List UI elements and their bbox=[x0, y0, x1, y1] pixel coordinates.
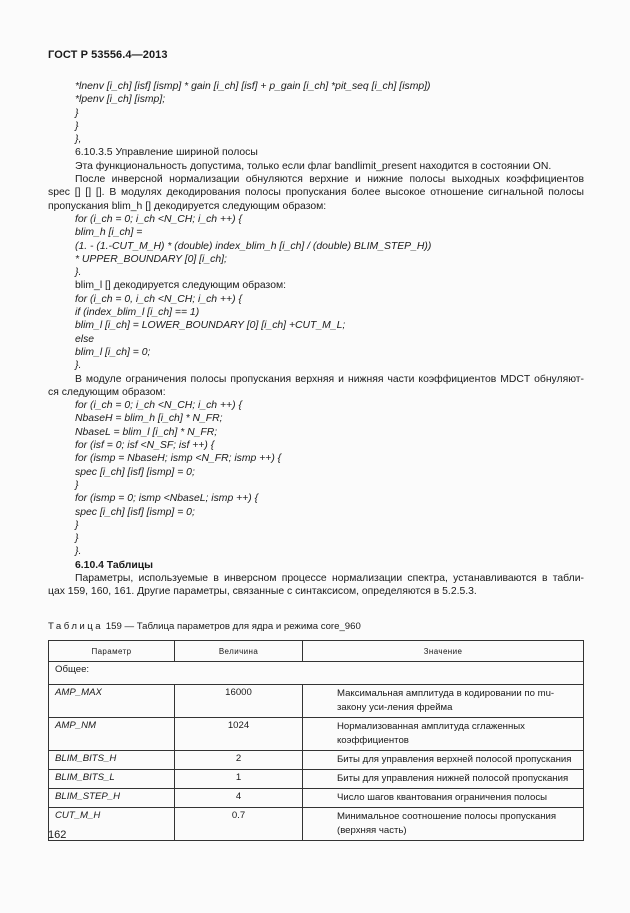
description-cell: Число шагов квантования ограничения полосы bbox=[303, 789, 584, 808]
body-text bbox=[48, 80, 584, 599]
text-line: blim_h [i_ch] = bbox=[75, 227, 143, 239]
value-cell: 1 bbox=[175, 770, 303, 789]
param-cell: BLIM_STEP_H bbox=[49, 789, 175, 808]
text-line: } bbox=[75, 533, 79, 545]
text-line: цах 159, 160, 161. Другие параметры, связанные с синтаксисом, определяются в 5.2.5.3. bbox=[48, 586, 477, 598]
value-cell: 0.7 bbox=[175, 808, 303, 841]
table-row bbox=[49, 770, 584, 789]
table-header-row bbox=[49, 641, 584, 662]
text-line: else bbox=[75, 333, 95, 345]
value-cell: 16000 bbox=[175, 685, 303, 718]
description-cell: Минимальное соотношение полосы пропускания (верхняя часть) bbox=[303, 808, 584, 841]
description-cell: Максимальная амплитуда в кодировании по mu-закону уси-ления фрейма bbox=[303, 685, 584, 718]
text-line: В модуле ограничения полосы пропускания верхняя и нижняя части коэффициентов MDCT обнуляют- bbox=[75, 373, 584, 385]
parameters-table bbox=[48, 640, 584, 841]
text-line: if (index_blim_l [i_ch] == 1) bbox=[75, 307, 200, 319]
text-line: пропускания blim_h [] декодируется следующим образом: bbox=[48, 200, 327, 212]
param-cell: BLIM_BITS_H bbox=[49, 751, 175, 770]
text-line: for (i_ch = 0; i_ch <N_CH; i_ch ++) { bbox=[75, 213, 242, 225]
text-line: for (i_ch = 0, i_ch <N_CH; i_ch ++) { bbox=[75, 293, 242, 305]
description-cell: Биты для управления верхней полосой пропускания bbox=[303, 751, 584, 770]
text-line: for (ismp = 0; ismp <NbaseL; ismp ++) { bbox=[75, 493, 259, 505]
text-line: После инверсной нормализации обнуляются верхние и нижние полосы выходных коэффициентов bbox=[75, 174, 584, 186]
description-cell: Нормализованная амплитуда сглаженных коэффициентов bbox=[303, 718, 584, 751]
text-line: }. bbox=[75, 360, 82, 372]
text-line: spec [i_ch] [isf] [ismp] = 0; bbox=[75, 466, 195, 478]
table-row bbox=[49, 789, 584, 808]
text-line: blim_l [] декодируется следующим образом: bbox=[75, 280, 287, 292]
text-line: ся следующим образом: bbox=[48, 386, 166, 398]
table-row bbox=[49, 751, 584, 770]
text-line: *lnenv [i_ch] [isf] [ismp] * gain [i_ch] [isf] + p_gain [i_ch] *pit_seq [i_ch] [ismp]) bbox=[75, 81, 431, 92]
text-line: 6.10.4 Таблицы bbox=[75, 559, 154, 571]
param-cell: AMP_NM bbox=[49, 718, 175, 751]
table-row bbox=[49, 718, 584, 751]
text-line: spec [i_ch] [isf] [ismp] = 0; bbox=[75, 506, 195, 518]
text-line: 6.10.3.5 Управление шириной полосы bbox=[75, 147, 258, 159]
text-line: (1. - (1.-CUT_M_H) * (double) index_blim_h [i_ch] / (double) BLIM_STEP_H)) bbox=[75, 240, 432, 252]
text-line: } bbox=[75, 519, 79, 531]
group-label: Общее: bbox=[49, 662, 584, 685]
table-caption-prefix: Таблица bbox=[48, 621, 104, 632]
text-line: NbaseH = blim_h [i_ch] * N_FR; bbox=[75, 413, 223, 425]
description-cell: Биты для управления нижней полосой пропускания bbox=[303, 770, 584, 789]
table-caption bbox=[48, 621, 361, 632]
text-line: * UPPER_BOUNDARY [0] [i_ch]; bbox=[75, 253, 227, 265]
col-header-parameter: Параметр bbox=[49, 641, 175, 662]
text-line: for (ismp = NbaseH; ismp <N_FR; ismp ++) { bbox=[75, 453, 282, 465]
table-row bbox=[49, 685, 584, 718]
param-cell: CUT_M_H bbox=[49, 808, 175, 841]
value-cell: 1024 bbox=[175, 718, 303, 751]
text-line: }. bbox=[75, 546, 82, 558]
value-cell: 2 bbox=[175, 751, 303, 770]
text-line: blim_l [i_ch] = LOWER_BOUNDARY [0] [i_ch] +CUT_M_L; bbox=[75, 320, 346, 332]
param-cell: BLIM_BITS_L bbox=[49, 770, 175, 789]
col-header-meaning: Значение bbox=[303, 641, 584, 662]
text-line: blim_l [i_ch] = 0; bbox=[75, 346, 151, 358]
text-line: } bbox=[75, 107, 79, 119]
text-line: for (i_ch = 0; i_ch <N_CH; i_ch ++) { bbox=[75, 400, 242, 412]
value-cell: 4 bbox=[175, 789, 303, 808]
text-line: Параметры, используемые в инверсном процессе нормализации спектра, устанавливаются в табли- bbox=[75, 572, 584, 584]
text-line: Эта функциональность допустима, только если флаг bandlimit_present находится в состоянии ON. bbox=[75, 160, 552, 172]
text-line: }, bbox=[75, 134, 82, 146]
table-group-row bbox=[49, 662, 584, 685]
page-number: 162 bbox=[48, 829, 67, 841]
document-header: ГОСТ Р 53556.4—2013 bbox=[48, 49, 168, 61]
text-line: for (isf = 0; isf <N_SF; isf ++) { bbox=[75, 440, 215, 452]
text-line: spec [] [] []. В модулях декодирования полосы пропускания более высокое отношение сигнальной полосы bbox=[48, 187, 584, 199]
text-line: NbaseL = blim_l [i_ch] * N_FR; bbox=[75, 426, 218, 438]
text-line: } bbox=[75, 120, 79, 132]
text-line: } bbox=[75, 479, 79, 491]
table-row bbox=[49, 808, 584, 841]
param-cell: AMP_MAX bbox=[49, 685, 175, 718]
text-line: *lpenv [i_ch] [ismp]; bbox=[75, 94, 166, 106]
text-line: }. bbox=[75, 267, 82, 279]
table-caption-text: 159 — Таблица параметров для ядра и режима core_960 bbox=[105, 621, 361, 632]
col-header-value: Величина bbox=[175, 641, 303, 662]
